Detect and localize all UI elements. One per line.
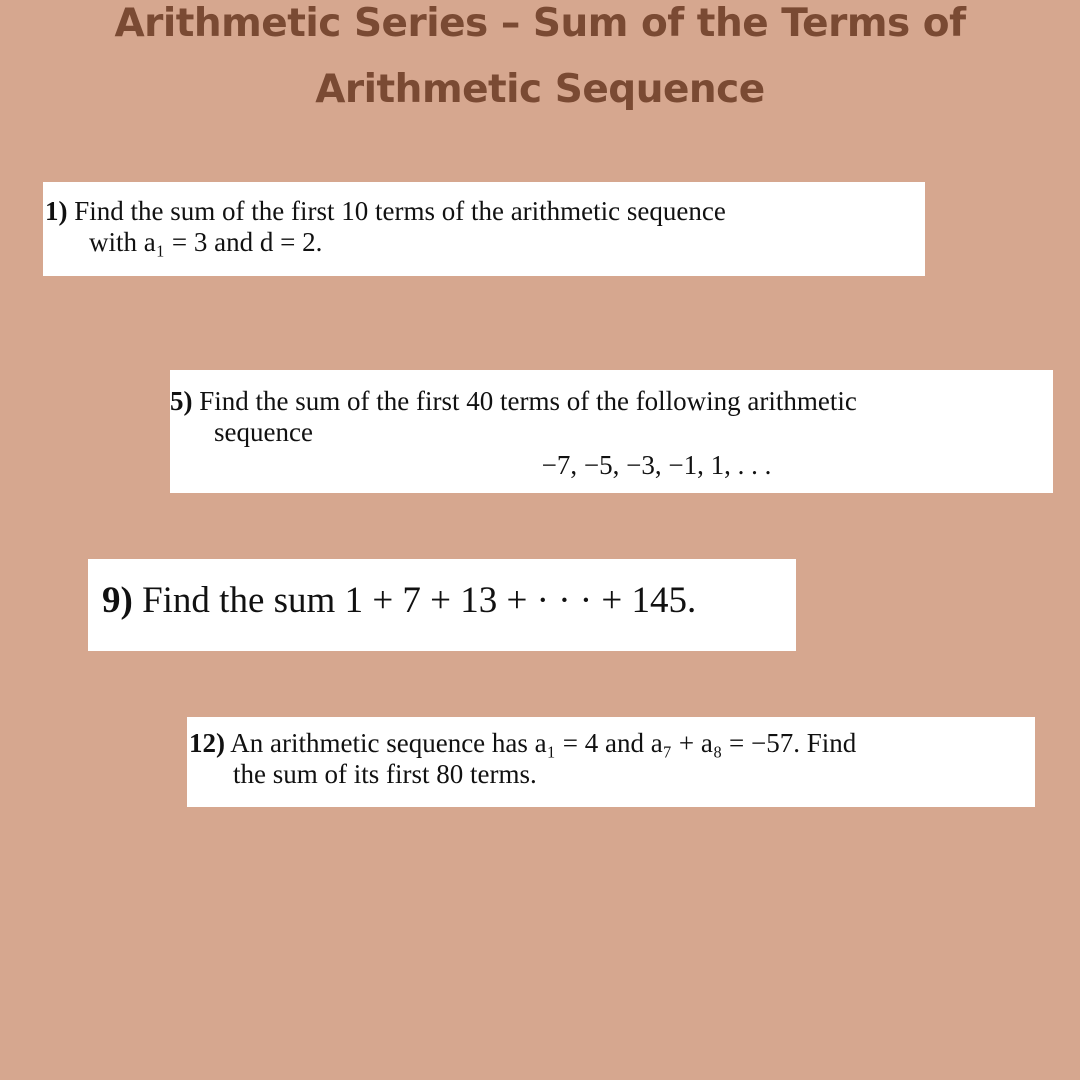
problem-card-1 (43, 182, 925, 276)
problem-text-line-1: An arithmetic sequence has a₁ = 4 and a₇ + a₈ = −57. Find (230, 728, 857, 758)
problem-text-line-2: the sum of its first 80 terms. (233, 759, 537, 789)
problem-number: 12) (189, 728, 225, 758)
problem-text-line-1: Find the sum of the first 10 terms of the arithmetic sequence (74, 196, 726, 226)
page-title-line-2: Arithmetic Sequence (315, 67, 765, 112)
problem-number: 9) (102, 580, 133, 621)
problem-number: 1) (45, 196, 68, 226)
problem-number: 5) (170, 386, 193, 416)
problem-card-9 (88, 559, 796, 651)
problem-card-5 (170, 370, 1053, 493)
problem-card-12 (187, 717, 1035, 807)
problem-text-line-1: Find the sum 1 + 7 + 13 + · · · + 145. (142, 580, 697, 621)
problem-text-line-2: with a₁ = 3 and d = 2. (89, 227, 323, 257)
problem-text-line-2: sequence (214, 417, 313, 447)
page-title-line-1: Arithmetic Series – Sum of the Terms of (114, 1, 966, 46)
problem-text-line-1: Find the sum of the first 40 terms of the following arithmetic (199, 386, 857, 416)
sequence-expression: −7, −5, −3, −1, 1, . . . (541, 450, 772, 480)
